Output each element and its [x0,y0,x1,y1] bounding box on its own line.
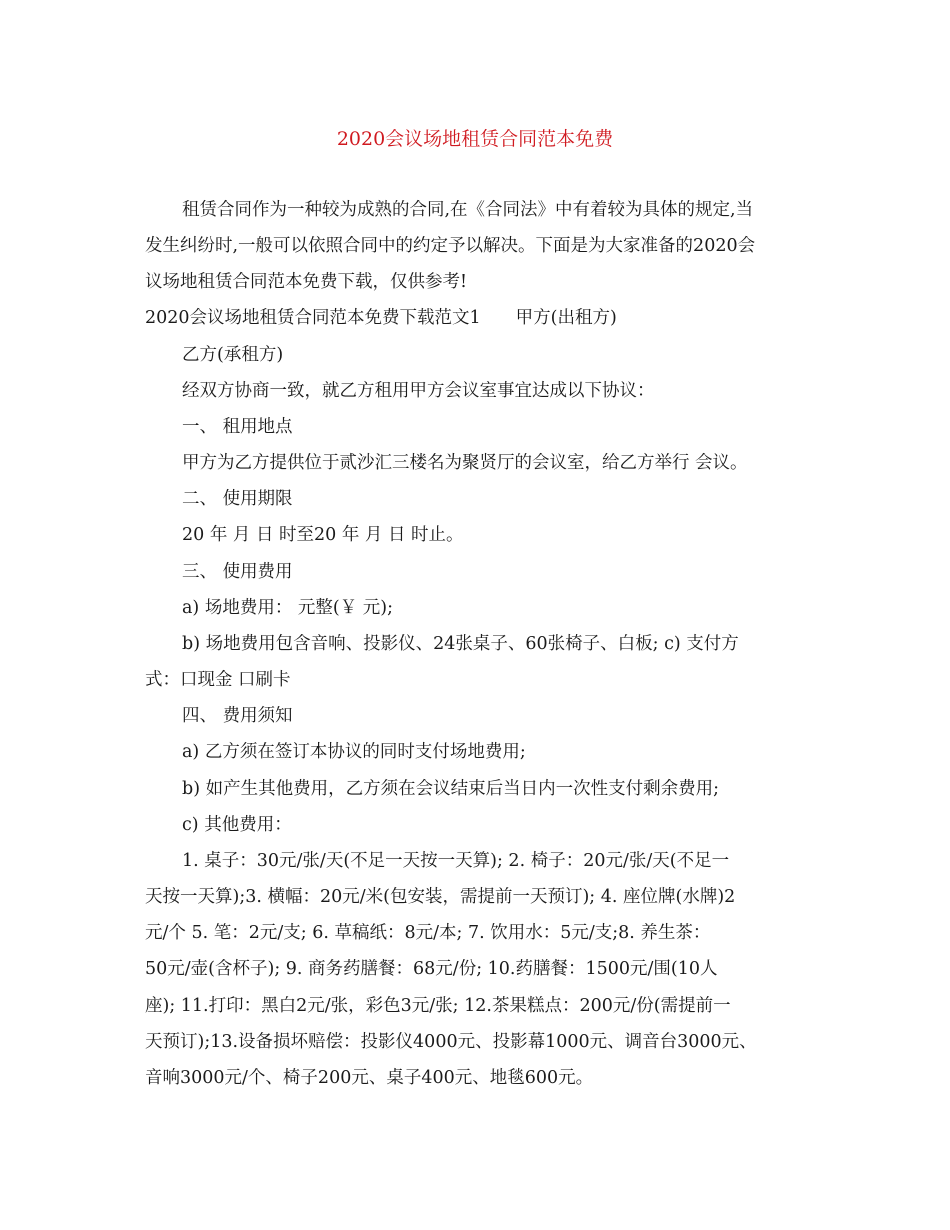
body-line: a) 场地费用： 元整(￥ 元); [182,598,393,618]
body-line: 座); 11.打印：黑白2元/张，彩色3元/张; 12.茶果糕点：200元/份(需提前一 [145,996,731,1016]
body-line: b) 场地费用包含音响、投影仪、24张桌子、60张椅子、白板; c) 支付方 [182,634,739,654]
body-line: c) 其他费用： [182,815,292,835]
section-heading: 四、 费用须知 [182,706,293,726]
body-line: 经双方协商一致，就乙方租用甲方会议室事宜达成以下协议： [182,381,655,401]
section-heading: 二、 使用期限 [182,489,293,509]
document-title: 2020会议场地租赁合同范本免费 [336,128,614,150]
body-line: 1. 桌子：30元/张/天(不足一天按一天算); 2. 椅子：20元/张/天(不足一 [182,851,730,871]
body-line: 式：口现金 口刷卡 [145,670,291,690]
body-line: 元/个 5. 笔：2元/支; 6. 草稿纸：8元/本; 7. 饮用水：5元/支;8. 养生茶： [145,923,711,943]
body-line: 租赁合同作为一种较为成熟的合同,在《合同法》中有着较为具体的规定,当 [182,200,754,220]
body-line: 20 年 月 日 时至20 年 月 日 时止。 [182,525,464,545]
body-line: 发生纠纷时,一般可以依照合同中的约定予以解决。下面是为大家准备的2020会 [145,236,756,256]
body-line: 音响3000元/个、椅子200元、桌子400元、地毯600元。 [145,1068,594,1088]
body-line: 乙方(承租方) [182,345,284,365]
body-line: a) 乙方须在签订本协议的同时支付场地费用; [182,742,526,762]
section-heading: 三、 使用费用 [182,562,293,582]
body-line: 议场地租赁合同范本免费下载，仅供参考! [145,272,468,292]
body-line: 天按一天算);3. 横幅：20元/米(包安装，需提前一天预订); 4. 座位牌(水牌)2 [145,887,736,907]
body-line: 50元/壶(含杯子); 9. 商务药膳餐：68元/份; 10.药膳餐：1500元/围(10人 [145,959,718,979]
body-line: 天预订);13.设备损坏赔偿：投影仪4000元、投影幕1000元、调音台3000元、 [145,1032,757,1052]
body-line: 甲方为乙方提供位于贰沙汇三楼名为聚贤厅的会议室，给乙方举行 会议。 [182,453,748,473]
body-line: b) 如产生其他费用，乙方须在会议结束后当日内一次性支付剩余费用; [182,779,719,799]
body-line: 2020会议场地租赁合同范本免费下载范文1 甲方(出租方) [145,308,617,328]
section-heading: 一、 租用地点 [182,417,293,437]
